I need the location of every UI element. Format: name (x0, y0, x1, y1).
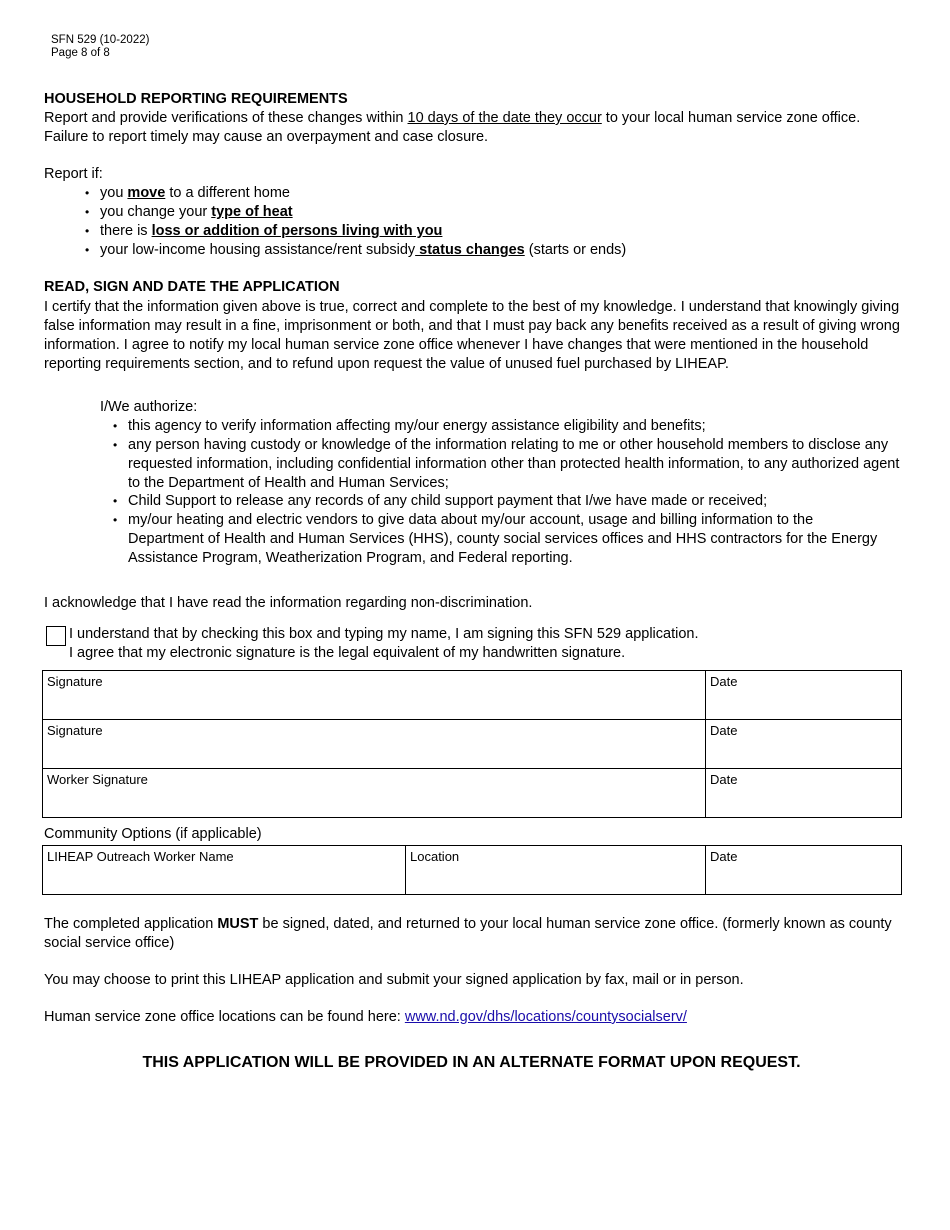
list-item: • your low-income housing assistance/rent subsidy status changes (starts or ends) (85, 242, 627, 258)
report-if-label: Report if: (44, 166, 103, 182)
list-item: • you move to a different home (85, 185, 290, 201)
locations-link[interactable]: www.nd.gov/dhs/locations/countysocialserv/ (404, 1009, 687, 1025)
completed-note: The completed application MUST be signed, dated, and returned to your local human service zone office. (formerly known as county social service office) (44, 916, 892, 951)
list-item: • there is loss or addition of persons living with you (85, 223, 443, 239)
signature-table (42, 670, 902, 818)
sign-title: READ, SIGN AND DATE THE APPLICATION (44, 279, 340, 295)
reporting-deadline: 10 days of the date they occur (407, 110, 602, 126)
reporting-intro: Report and provide verifications of these changes within 10 days of the date they occur to your local human service zone office. Failure to report timely may cause an overpayment and case closure. (44, 110, 861, 145)
location-field[interactable]: Location (406, 846, 706, 895)
date-field[interactable]: Date (706, 671, 902, 720)
alternate-format-note: THIS APPLICATION WILL BE PROVIDED IN AN ALTERNATE FORMAT UPON REQUEST. (142, 1054, 801, 1071)
table-row (43, 769, 902, 818)
list-item: • you change your type of heat (85, 204, 293, 220)
acknowledge-text: I acknowledge that I have read the information regarding non-discrimination. (44, 595, 533, 611)
print-note: You may choose to print this LIHEAP application and submit your signed application by fax, mail or in person. (44, 972, 744, 988)
e-signature-checkbox[interactable] (46, 626, 66, 646)
signature-field[interactable]: Signature (43, 671, 706, 720)
community-table (42, 845, 902, 895)
worker-signature-field[interactable]: Worker Signature (43, 769, 706, 818)
checkbox-label: I understand that by checking this box and typing my name, I am signing this SFN 529 application. I agree that my electronic signature is the legal equivalent of my handwritten signature. (69, 626, 699, 661)
community-title: Community Options (if applicable) (44, 826, 262, 842)
page-number: Page 8 of 8 (51, 47, 110, 59)
list-item: • Child Support to release any records of any child support payment that I/we have made or received; (113, 493, 768, 509)
list-item: • my/our heating and electric vendors to give data about my/our account, usage and billing information to the Department of Health and Human Services (HHS), county social services offices and HHS contractors for the Energy Assistance Program, Weatherization Program, and Federal reporting. (113, 512, 878, 566)
form-id: SFN 529 (10-2022) (51, 34, 150, 46)
page-header (51, 34, 149, 60)
reporting-title: HOUSEHOLD REPORTING REQUIREMENTS (44, 91, 348, 107)
date-field[interactable]: Date (706, 720, 902, 769)
outreach-worker-name-field[interactable]: LIHEAP Outreach Worker Name (43, 846, 406, 895)
table-row (43, 846, 902, 895)
list-item: • this agency to verify information affecting my/our energy assistance eligibility and benefits; (113, 418, 706, 434)
date-field[interactable]: Date (706, 769, 902, 818)
locations-note: Human service zone office locations can be found here: www.nd.gov/dhs/locations/countysocialserv/ (44, 1009, 687, 1025)
authorize-label: I/We authorize: (100, 399, 198, 415)
certify-text: I certify that the information given above is true, correct and complete to the best of my knowledge. I understand that knowingly giving false information may result in a fine, imprisonment or both, and that I must pay back any benefits received as a result of giving wrong information. I agree to notify my local human service zone office whenever I have changes that were mentioned in the household reporting requirements section, and to refund upon request the value of unused fuel purchased by LIHEAP. (44, 299, 900, 372)
date-field[interactable]: Date (706, 846, 902, 895)
signature-field[interactable]: Signature (43, 720, 706, 769)
table-row (43, 671, 902, 720)
list-item: • any person having custody or knowledge of the information relating to me or other household members to disclose any requested information, including confidential information other than protected health information, to any authorized agent to the Department of Health and Human Services; (113, 437, 900, 491)
table-row (43, 720, 902, 769)
